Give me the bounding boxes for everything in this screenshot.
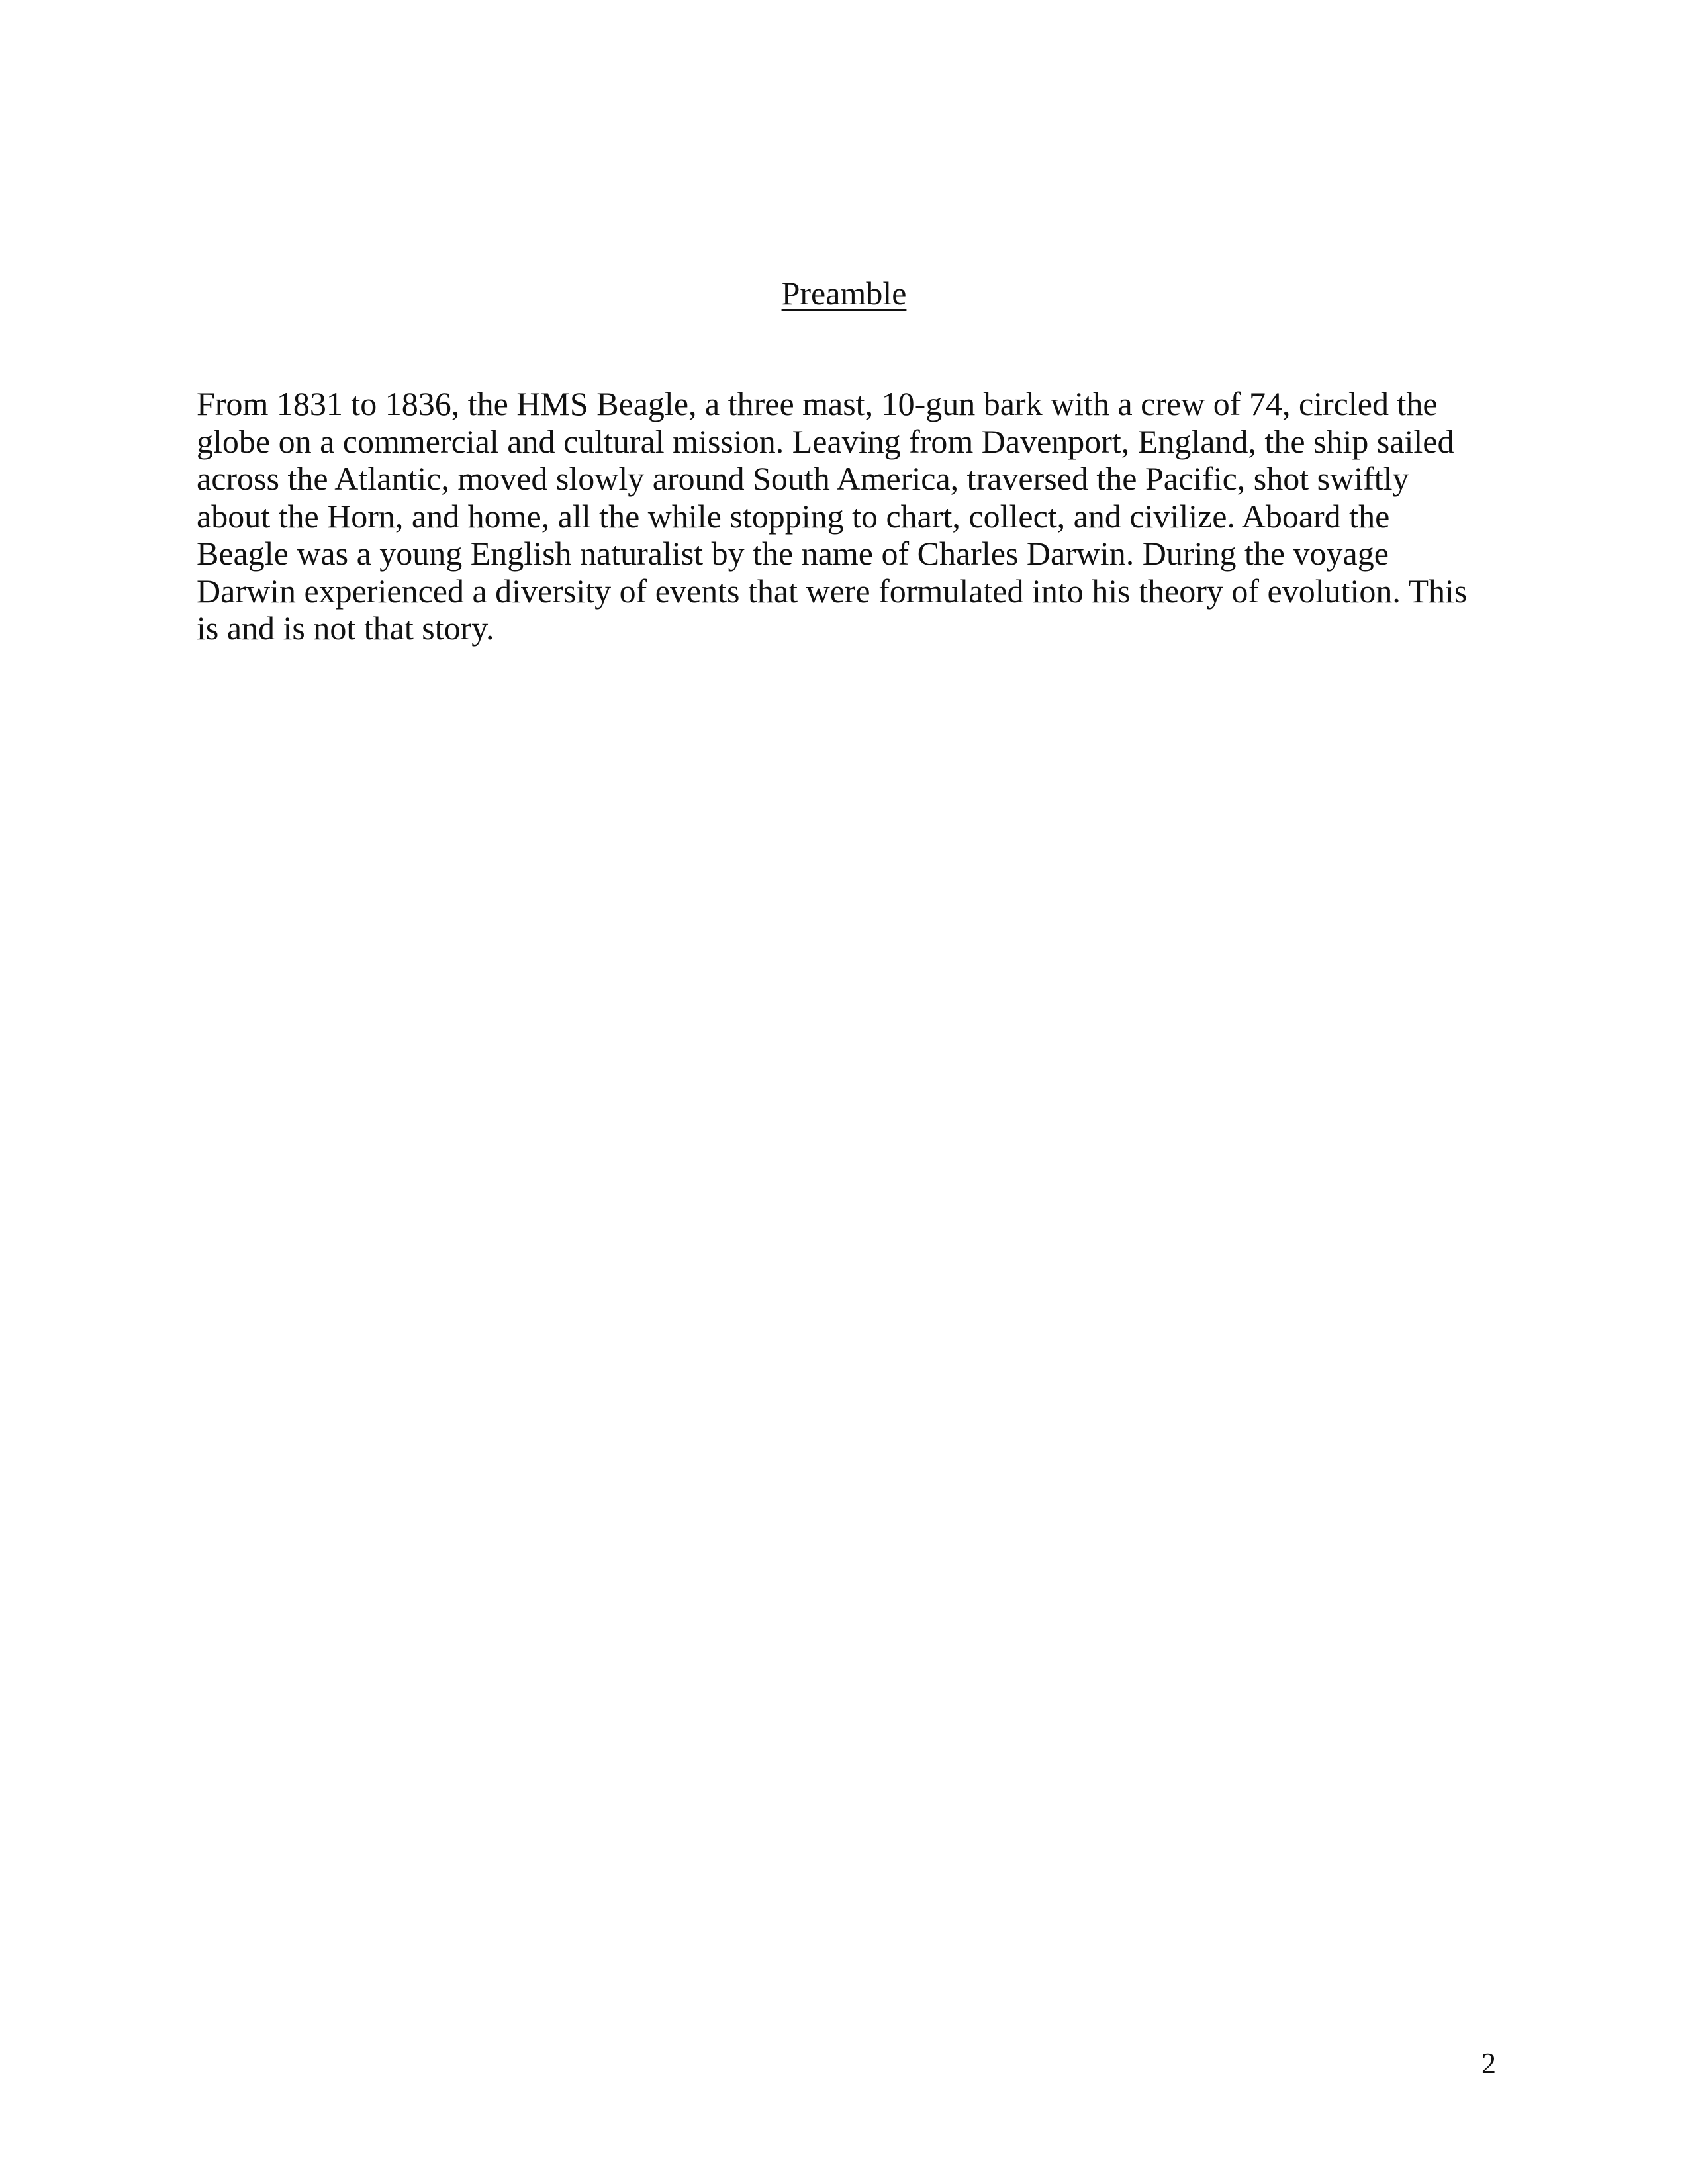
paragraph-line: across the Atlantic, moved slowly around South America, traversed the Pacific, shot swiftly	[197, 460, 1409, 497]
preamble-paragraph	[197, 385, 1494, 647]
paragraph-line: Darwin experienced a diversity of events that were formulated into his theory of evolution. This	[197, 572, 1468, 610]
paragraph-line: From 1831 to 1836, the HMS Beagle, a three mast, 10-gun bark with a crew of 74, circled the	[197, 385, 1438, 422]
paragraph-line: Beagle was a young English naturalist by the name of Charles Darwin. During the voyage	[197, 535, 1389, 572]
page-title	[0, 270, 1688, 316]
paragraph-line: about the Horn, and home, all the while stopping to chart, collect, and civilize. Aboard the	[197, 497, 1390, 535]
paragraph-line: globe on a commercial and cultural mission. Leaving from Davenport, England, the ship sailed	[197, 422, 1454, 460]
paragraph-line: is and is not that story.	[197, 610, 494, 647]
page-number: 2	[1481, 2047, 1496, 2079]
page-title-text: Preamble	[781, 275, 907, 312]
